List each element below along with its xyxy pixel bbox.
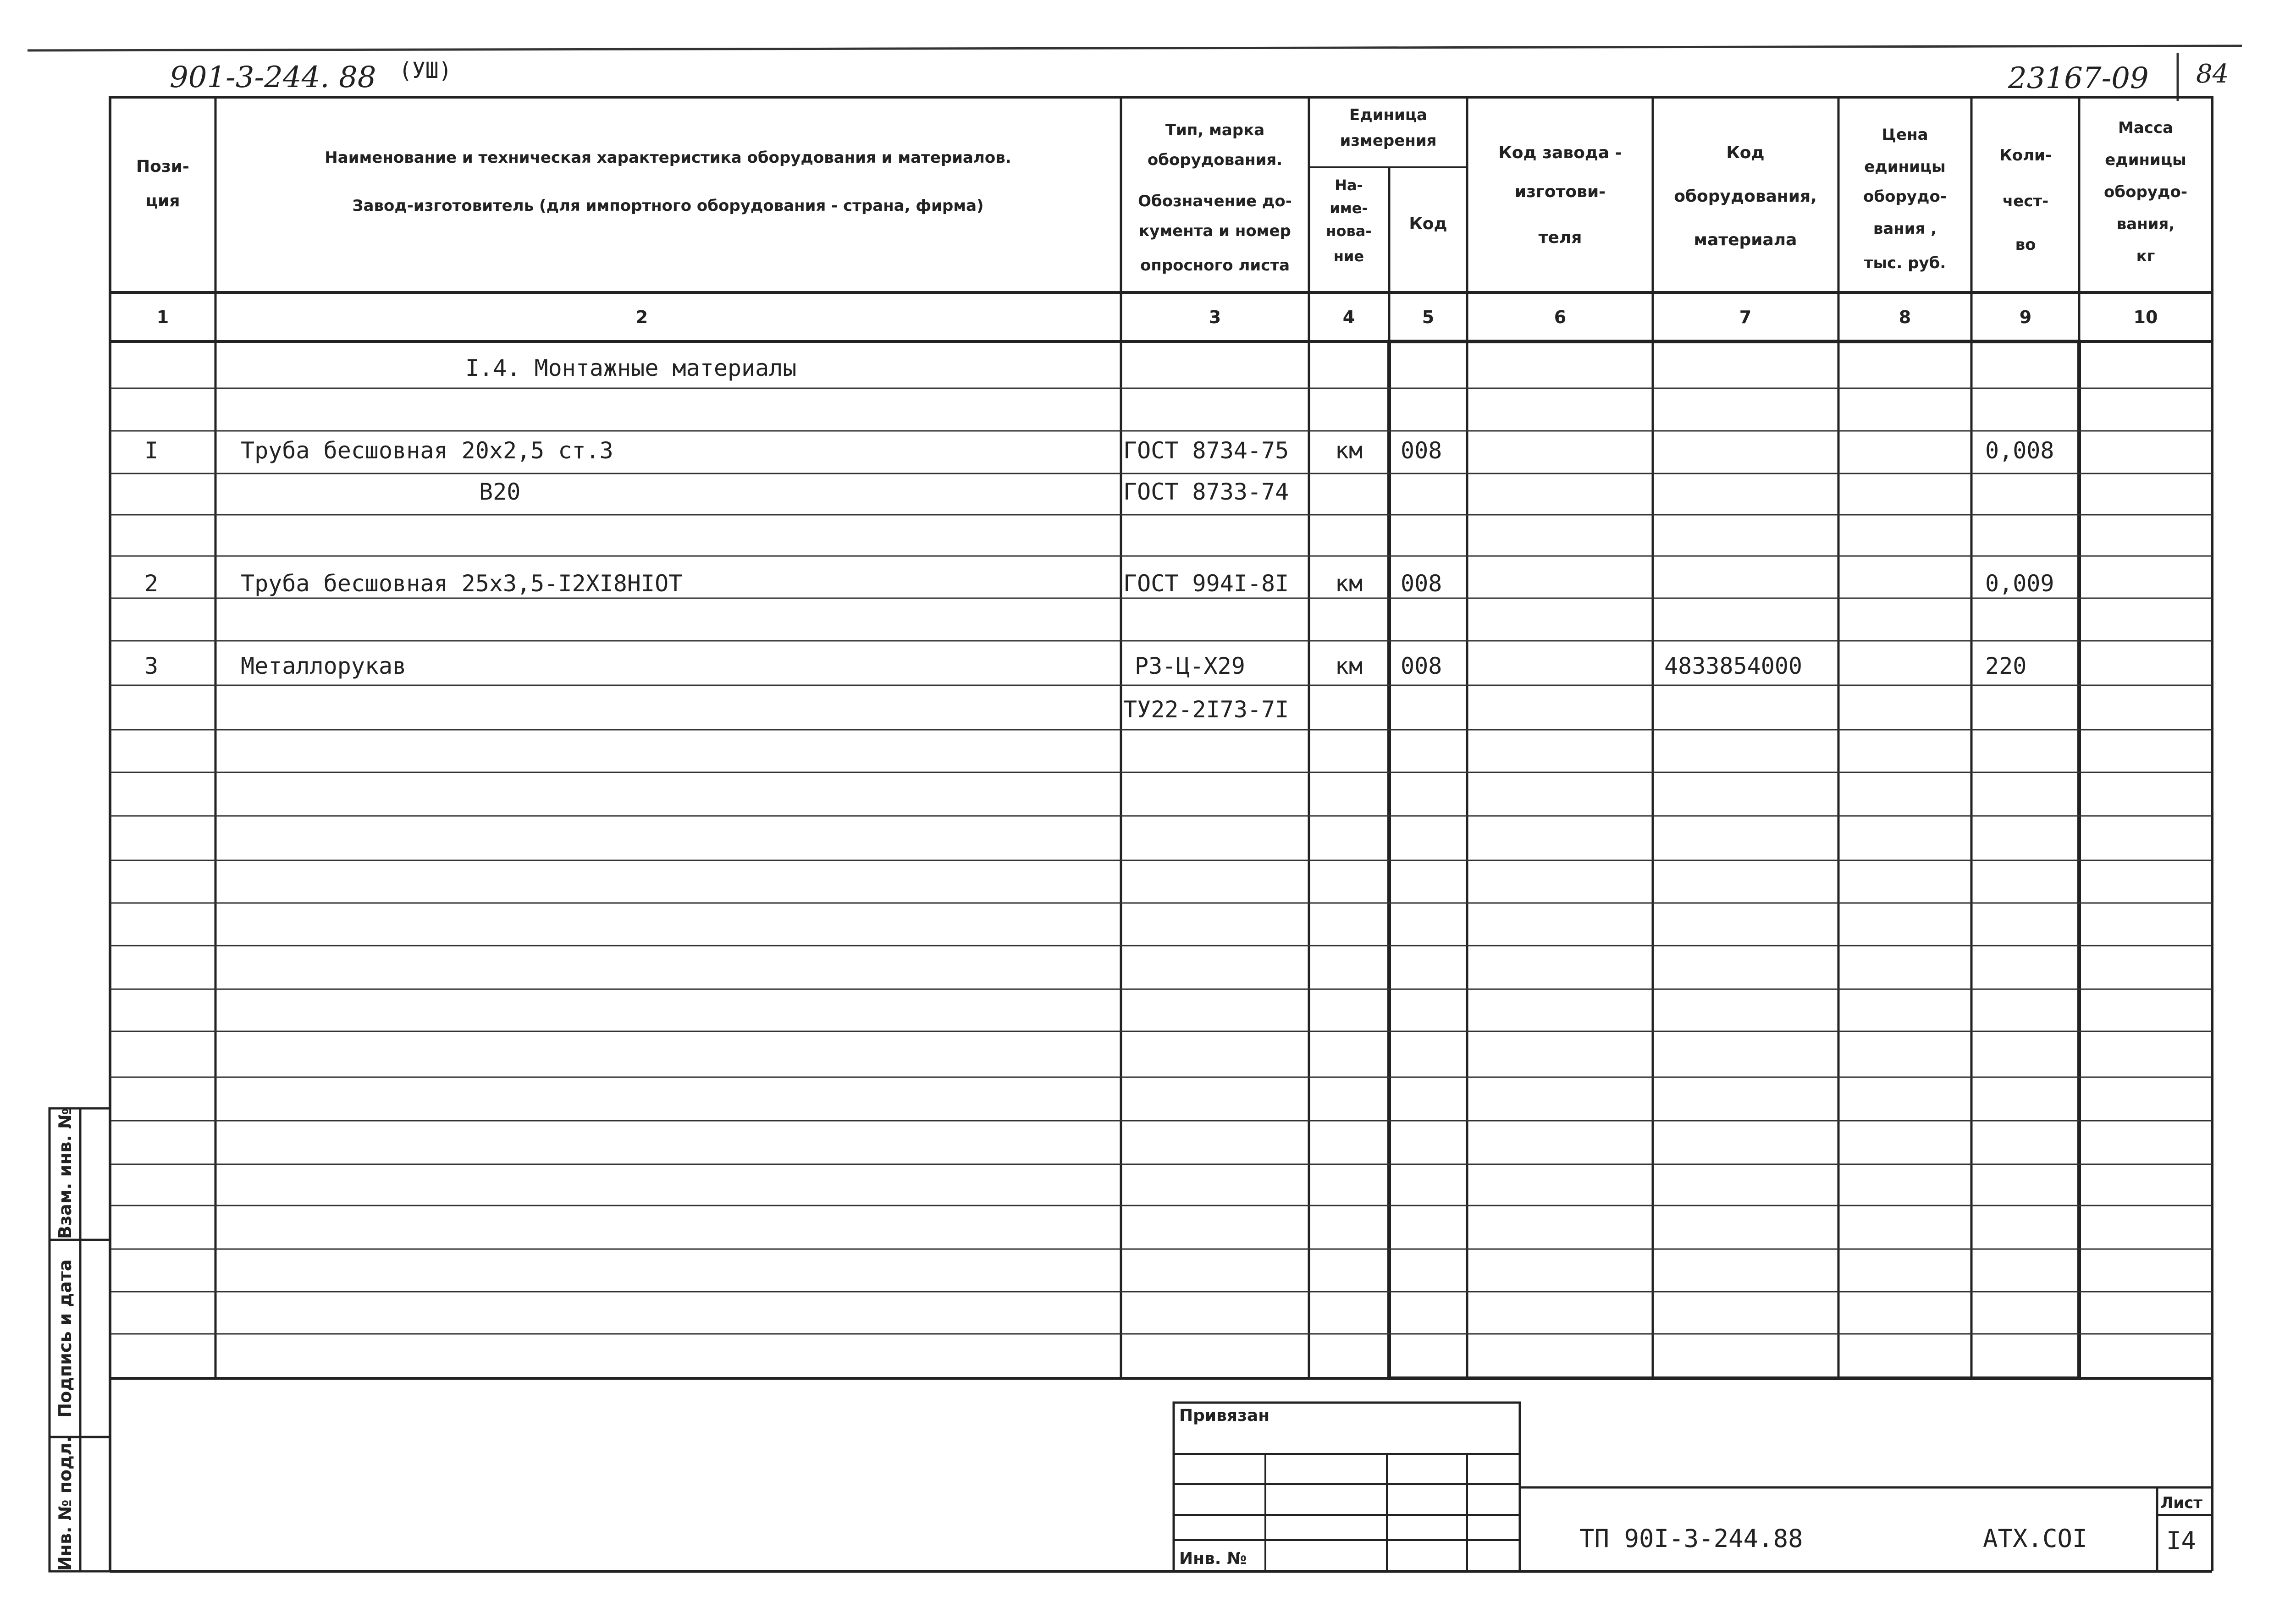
- cell-quantity: 220: [1985, 653, 2027, 679]
- column-header-2-line-2: Завод-изготовитель (для импортного оборудования - страна, фирма): [352, 197, 984, 215]
- column-header-7-line-2: оборудования,: [1674, 187, 1817, 206]
- cell-unit-name: км: [1335, 653, 1363, 679]
- column-header-4-line-4: ние: [1333, 248, 1364, 265]
- column-header-1-line-2: ция: [145, 192, 180, 210]
- column-number-5: 5: [1422, 307, 1435, 327]
- column-header-2-line-1: Наименование и техническая характеристика оборудования и материалов.: [325, 149, 1011, 167]
- column-header-6-line-3: теля: [1538, 228, 1582, 247]
- unit-group-title-1: Единица: [1349, 106, 1427, 124]
- side-stamp-replaced-inv: Взам. инв. №: [55, 1108, 75, 1239]
- cell-name: Труба бесшовная 20х2,5 ст.3: [241, 437, 613, 464]
- column-header-10-line-3: оборудо-: [2104, 183, 2187, 201]
- column-number-10: 10: [2133, 307, 2158, 327]
- row-lines: [110, 388, 2212, 1334]
- cell-unit-code: 008: [1401, 570, 1442, 597]
- column-header-3-line-2: оборудования.: [1147, 151, 1283, 169]
- doc-code: ТП 90I-3-244.88: [1579, 1524, 1803, 1553]
- unit-group-title-2: измерения: [1340, 132, 1437, 150]
- column-header-7-line-3: материала: [1694, 231, 1797, 249]
- column-header-9-line-1: Коли-: [1999, 146, 2052, 165]
- cell-unit-name: км: [1335, 570, 1363, 597]
- cell-quantity: 0,008: [1985, 437, 2054, 464]
- side-stamp-signature-date: Подпись и дата: [55, 1259, 75, 1418]
- column-header-6-line-1: Код завода -: [1498, 143, 1622, 162]
- column-header-3-line-3: Обозначение до-: [1138, 192, 1292, 210]
- side-stamp-original-inv: Инв. № подл.: [55, 1436, 75, 1571]
- column-header-3-line-1: Тип, марка: [1165, 121, 1265, 139]
- table-row: [144, 437, 2054, 464]
- table-row: [1123, 696, 1289, 723]
- sheet-label: Лист: [2160, 1494, 2202, 1512]
- project-suffix: (УШ): [399, 58, 452, 83]
- cell-type-doc: ТУ22-2I73-7I: [1123, 696, 1289, 723]
- column-numbers: [157, 307, 2158, 327]
- column-header-3-line-5: опросного листа: [1140, 256, 1290, 275]
- column-header-4-line-2: име-: [1330, 199, 1368, 217]
- column-headers: [136, 119, 2187, 275]
- column-number-7: 7: [1739, 307, 1752, 327]
- cell-equipment-code: 4833854000: [1664, 653, 1803, 679]
- column-header-8-line-5: тыс. руб.: [1864, 254, 1946, 272]
- column-header-10-line-1: Масса: [2118, 119, 2174, 137]
- column-header-9-line-3: во: [2015, 236, 2036, 254]
- cell-unit-code: 008: [1401, 653, 1442, 679]
- column-header-8-line-1: Цена: [1882, 126, 1928, 144]
- column-number-2: 2: [635, 307, 648, 327]
- attached-label: Привязан: [1179, 1406, 1270, 1425]
- cell-type-doc: ГОСТ 994I-8I: [1123, 570, 1289, 597]
- cell-unit-code: 008: [1401, 437, 1442, 464]
- cell-quantity: 0,009: [1985, 570, 2054, 597]
- archive-number: 23167-09: [2008, 61, 2149, 95]
- table-row: [479, 479, 1289, 505]
- table-row: [144, 570, 2054, 597]
- cell-position: I: [144, 437, 159, 464]
- cell-name: В20: [479, 479, 521, 505]
- cell-unit-name: км: [1335, 437, 1363, 464]
- column-header-8-line-3: оборудо-: [1863, 187, 1947, 206]
- column-header-7-line-1: Код: [1726, 143, 1765, 162]
- top-rule: [28, 46, 2242, 50]
- column-header-6-line-2: изготови-: [1514, 182, 1606, 201]
- column-header-8-line-2: единицы: [1864, 158, 1946, 176]
- column-header-1-line-1: Пози-: [136, 157, 189, 176]
- cell-name: Труба бесшовная 25х3,5-I2ХI8НIОТ: [241, 570, 683, 597]
- inv-label: Инв. №: [1179, 1549, 1247, 1568]
- column-header-10-line-2: единицы: [2105, 151, 2186, 169]
- table-frame: [110, 97, 2212, 1378]
- cell-type-doc: Р3-Ц-Х29: [1135, 653, 1245, 679]
- sheet-number: I4: [2166, 1526, 2197, 1555]
- column-number-4: 4: [1342, 307, 1355, 327]
- cell-type-doc: ГОСТ 8733-74: [1123, 479, 1289, 505]
- section-title: I.4. Монтажные материалы: [465, 355, 797, 381]
- column-header-5-line-1: Код: [1409, 215, 1447, 233]
- column-number-9: 9: [2019, 307, 2032, 327]
- set-code: АТХ.СОI: [1983, 1524, 2087, 1553]
- cell-type-doc: ГОСТ 8734-75: [1123, 437, 1289, 464]
- column-header-4-line-1: На-: [1335, 176, 1363, 194]
- cell-name: Металлорукав: [241, 653, 407, 679]
- data-rows: [144, 437, 2054, 723]
- title-block: [110, 1378, 2212, 1571]
- column-header-10-line-4: вания,: [2116, 215, 2175, 233]
- column-number-8: 8: [1899, 307, 1911, 327]
- cell-position: 2: [144, 570, 159, 597]
- column-number-1: 1: [156, 307, 169, 327]
- column-header-8-line-4: вания ,: [1873, 220, 1937, 238]
- column-header-3-line-4: кумента и номер: [1139, 222, 1291, 240]
- table-row: [144, 653, 2026, 679]
- page-number: 84: [2196, 59, 2229, 89]
- cell-position: 3: [144, 653, 159, 679]
- column-header-4-line-3: нова-: [1326, 222, 1372, 240]
- column-header-10-line-5: кг: [2136, 247, 2155, 265]
- column-number-3: 3: [1209, 307, 1221, 327]
- column-number-6: 6: [1554, 307, 1567, 327]
- column-header-9-line-2: чест-: [2002, 192, 2049, 210]
- project-code: 901-3-244. 88: [170, 61, 376, 94]
